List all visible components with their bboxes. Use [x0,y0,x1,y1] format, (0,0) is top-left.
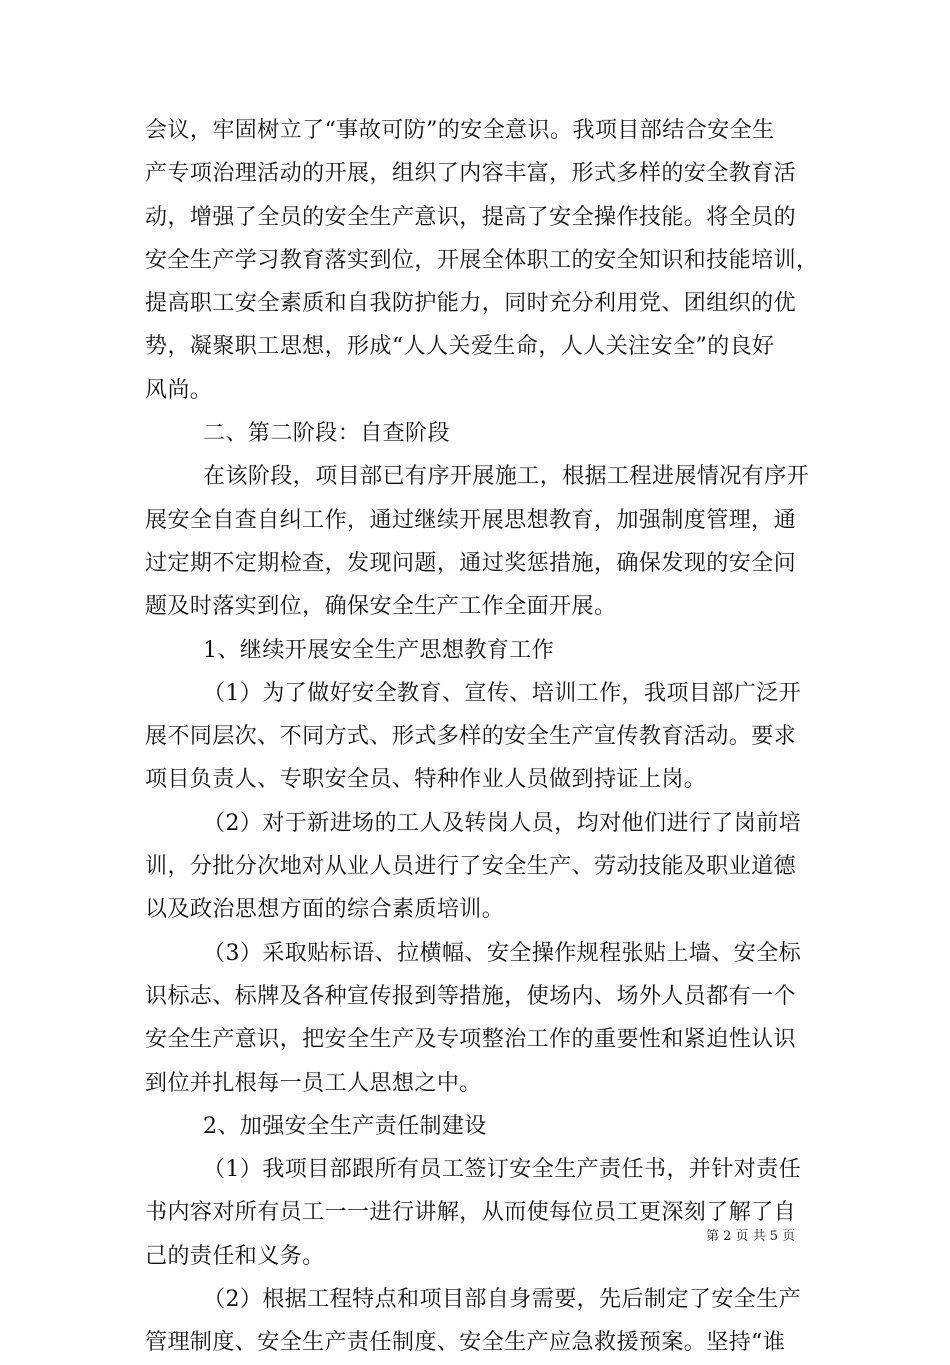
text-line: 安全生产学习教育落实到位，开展全体职工的安全知识和技能培训， [145,247,819,273]
text-line: 展安全自查自纠工作，通过继续开展思想教育，加强制度管理，通 [145,507,797,533]
text-line: 项目负责人、专职安全员、特种作业人员做到持证上岗。 [145,767,707,793]
text-line: （1）为了做好安全教育、宣传、培训工作，我项目部广泛开 [203,680,802,706]
text-line: 到位并扎根每一员工人思想之中。 [145,1070,482,1096]
text-line: 识标志、标牌及各种宣传报到等措施，使场内、场外人员都有一个 [145,983,797,1009]
text-line: 展不同层次、不同方式、形式多样的安全生产宣传教育活动。要求 [145,724,797,750]
text-line: （3）采取贴标语、拉横幅、安全操作规程张贴上墙、安全标 [203,940,802,966]
text-line: 过定期不定期检查，发现问题，通过奖惩措施，确保发现的安全问 [145,550,797,576]
text-line: （2）对于新进场的工人及转岗人员，均对他们进行了岗前培 [203,810,802,836]
page-number-footer: 第 2 页 共 5 页 [706,1229,796,1244]
text-line: 安全生产意识，把安全生产及专项整治工作的重要性和紧迫性认识 [145,1027,797,1053]
text-line: 己的责任和义务。 [145,1243,325,1269]
text-line: 训，分批分次地对从业人员进行了安全生产、劳动技能及职业道德 [145,854,797,880]
text-line: 势，凝聚职工思想，形成“人人关爱生命，人人关注安全”的良好 [145,334,775,360]
text-line: 风尚。 [145,377,213,403]
text-line: 动，增强了全员的安全生产意识，提高了安全操作技能。将全员的 [145,204,797,230]
text-line: （1）我项目部跟所有员工签订安全生产责任书，并针对责任 [203,1157,802,1183]
text-line: 二、第二阶段：自查阶段 [203,421,450,447]
text-line: 在该阶段，项目部已有序开展施工，根据工程进展情况有序开 [203,464,810,490]
text-line: 提高职工安全素质和自我防护能力，同时充分利用党、团组织的优 [145,291,797,317]
text-line: 以及政治思想方面的综合素质培训。 [145,897,505,923]
text-line: （2）根据工程特点和项目部自身需要，先后制定了安全生产 [203,1287,802,1313]
text-line: 产专项治理活动的开展，组织了内容丰富，形式多样的安全教育活 [145,161,797,187]
text-line: 1、继续开展安全生产思想教育工作 [203,637,555,663]
text-line: 管理制度、安全生产责任制度、安全生产应急救援预案。坚持“谁 [145,1330,786,1356]
text-line: 2、加强安全生产责任制建设 [203,1113,487,1139]
text-line: 题及时落实到位，确保安全生产工作全面开展。 [145,594,617,620]
text-line: 会议，牢固树立了“事故可防”的安全意识。我项目部结合安全生 [145,118,775,143]
document-body [145,109,819,1365]
text-line: 书内容对所有员工一一进行讲解，从而使每位员工更深刻了解了自 [145,1200,797,1226]
